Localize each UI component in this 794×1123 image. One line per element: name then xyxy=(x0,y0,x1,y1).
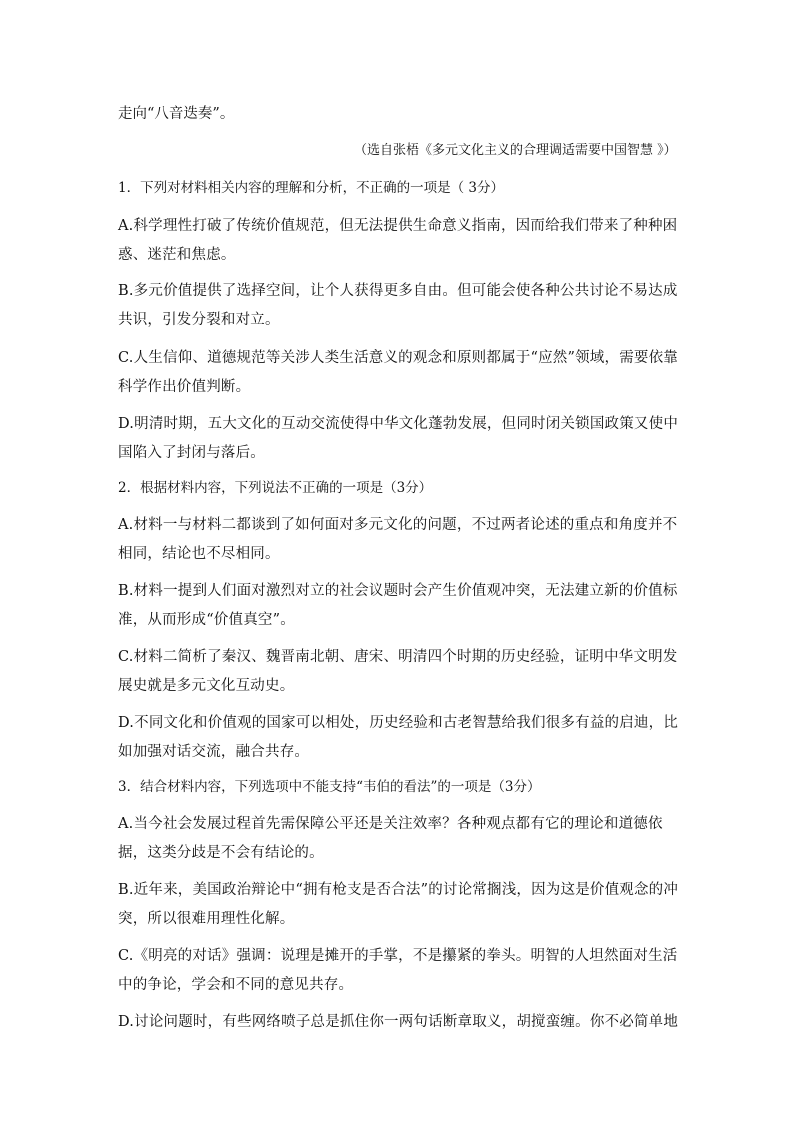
question-3-option-c: C.《明亮的对话》强调：说理是摊开的手掌，不是攥紧的拳头。明智的人坦然面对生活中的争论，学会和不同的意见共存。 xyxy=(118,948,678,993)
question-1-option-a: A.科学理性打破了传统价值规范，但无法提供生命意义指南，因而给我们带来了种种困惑、迷茫和焦虑。 xyxy=(118,218,678,263)
question-2-stem: 2．根据材料内容，下列说法不正确的一项是（3分） xyxy=(118,480,433,496)
question-1-option-d: D.明清时期，五大文化的互动交流使得中华文化蓬勃发展，但同时闭关锁国政策又使中国陷入了封闭与落后。 xyxy=(118,416,679,461)
question-2-option-d: D.不同文化和价值观的国家可以相处，历史经验和古老智慧给我们很多有益的启迪，比如加强对话交流，融合共存。 xyxy=(118,715,679,760)
question-3-stem: 3．结合材料内容，下列选项中不能支持“韦伯的看法”的一项是（3分） xyxy=(118,779,541,795)
question-2-option-b: B.材料一提到人们面对激烈对立的社会议题时会产生价值观冲突，无法建立新的价值标准，从而形成“价值真空”。 xyxy=(118,583,678,628)
source-citation: （选自张梧《多元文化主义的合理调适需要中国智慧 》） xyxy=(354,143,677,158)
question-3-option-d: D.讨论问题时，有些网络喷子总是抓住你一两句话断章取义，胡搅蛮缠。你不必简单地 xyxy=(118,1014,679,1030)
question-1-stem: 1．下列对材料相关内容的理解和分析，不正确的一项是（ 3分） xyxy=(118,180,504,196)
question-1-option-c: C.人生信仰、道德规范等关涉人类生活意义的观念和原则都属于“应然”领域，需要依靠科学作出价值判断。 xyxy=(118,350,679,395)
question-3-option-a: A.当今社会发展过程首先需保障公平还是关注效率？各种观点都有它的理论和道德依据，这类分歧是不会有结论的。 xyxy=(118,816,663,861)
question-2-option-c: C.材料二简析了秦汉、魏晋南北朝、唐宋、明清四个时期的历史经验，证明中华文明发展史就是多元文化互动史。 xyxy=(118,649,678,694)
intro-line: 走向“八音迭奏”。 xyxy=(118,106,235,122)
question-3-option-b: B.近年来，美国政治辩论中“拥有枪支是否合法”的讨论常搁浅，因为这是价值观念的冲突，所以很难用理性化解。 xyxy=(118,882,679,927)
question-1-option-b: B.多元价值提供了选择空间，让个人获得更多自由。但可能会使各种公共讨论不易达成共识，引发分裂和对立。 xyxy=(118,283,678,328)
question-2-option-a: A.材料一与材料二都谈到了如何面对多元文化的问题，不过两者论述的重点和角度并不相同，结论也不尽相同。 xyxy=(118,517,678,562)
